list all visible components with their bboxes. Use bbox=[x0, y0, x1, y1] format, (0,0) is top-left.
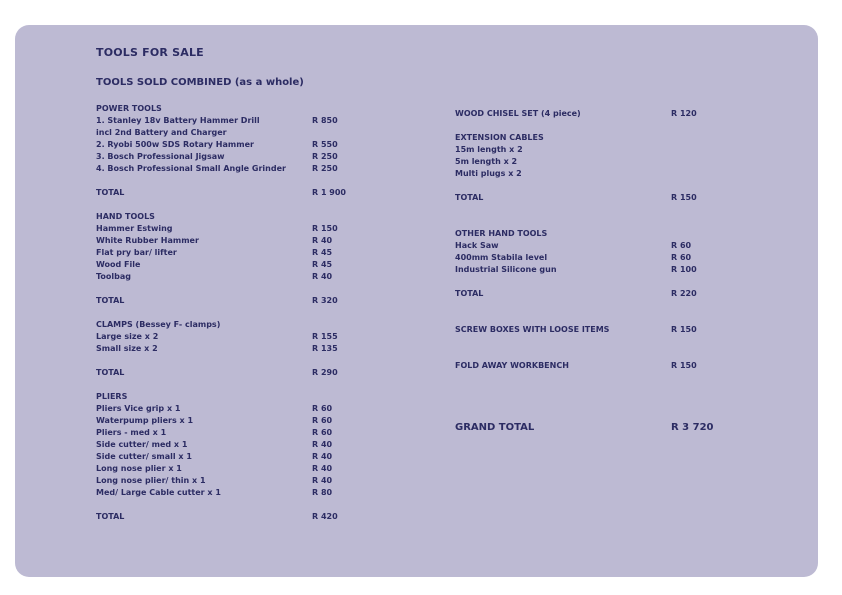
left-column bbox=[96, 103, 396, 523]
list-item: Pliers - med x 1 R 60 bbox=[96, 428, 333, 437]
list-item: 1. Stanley 18v Battery Hammer Drill R 850 bbox=[96, 116, 338, 125]
list-item: Waterpump pliers x 1 R 60 bbox=[96, 416, 333, 425]
pliers-total: TOTAL R 420 bbox=[96, 512, 338, 521]
clamps-total: TOTAL R 290 bbox=[96, 368, 338, 377]
extension-cables-total: TOTAL R 150 bbox=[455, 193, 697, 202]
page-subtitle: TOOLS SOLD COMBINED (as a whole) bbox=[96, 77, 304, 88]
list-item: Hack Saw R 60 bbox=[455, 241, 692, 250]
hand-tools-heading: HAND TOOLS bbox=[96, 212, 155, 221]
list-item: Med/ Large Cable cutter x 1 R 80 bbox=[96, 488, 333, 497]
list-item: Wood File R 45 bbox=[96, 260, 333, 269]
list-item: Multi plugs x 2 bbox=[455, 169, 522, 178]
grand-total-value: R 3 720 bbox=[671, 422, 714, 433]
other-hand-tools-total: TOTAL R 220 bbox=[455, 289, 697, 298]
chisel-set-row: WOOD CHISEL SET (4 piece) R 120 bbox=[455, 109, 697, 118]
page-title: TOOLS FOR SALE bbox=[96, 46, 204, 59]
other-hand-tools-heading: OTHER HAND TOOLS bbox=[455, 229, 548, 238]
list-item: Pliers Vice grip x 1 R 60 bbox=[96, 404, 333, 413]
list-item: 5m length x 2 bbox=[455, 157, 518, 166]
list-item: 15m length x 2 bbox=[455, 145, 523, 154]
list-item: White Rubber Hammer R 40 bbox=[96, 236, 333, 245]
list-item: Long nose plier/ thin x 1 R 40 bbox=[96, 476, 333, 485]
list-item: incl 2nd Battery and Charger bbox=[96, 128, 227, 137]
list-item: Flat pry bar/ lifter R 45 bbox=[96, 248, 333, 257]
list-item: Large size x 2 R 155 bbox=[96, 332, 338, 341]
list-item: Side cutter/ small x 1 R 40 bbox=[96, 452, 333, 461]
list-item: 400mm Stabila level R 60 bbox=[455, 253, 692, 262]
power-tools-total: TOTAL R 1 900 bbox=[96, 188, 346, 197]
list-item: Side cutter/ med x 1 R 40 bbox=[96, 440, 333, 449]
hand-tools-total: TOTAL R 320 bbox=[96, 296, 338, 305]
list-item: Hammer Estwing R 150 bbox=[96, 224, 338, 233]
list-item: Toolbag R 40 bbox=[96, 272, 333, 281]
list-item: Industrial Silicone gun R 100 bbox=[455, 265, 697, 274]
grand-total bbox=[455, 422, 755, 436]
list-item: Long nose plier x 1 R 40 bbox=[96, 464, 333, 473]
clamps-heading: CLAMPS (Bessey F- clamps) bbox=[96, 320, 221, 329]
workbench-row: FOLD AWAY WORKBENCH R 150 bbox=[455, 361, 697, 370]
list-item: 3. Bosch Professional Jigsaw R 250 bbox=[96, 152, 338, 161]
list-item: 4. Bosch Professional Small Angle Grinder R 250 bbox=[96, 164, 338, 173]
list-item: Small size x 2 R 135 bbox=[96, 344, 338, 353]
power-tools-heading: POWER TOOLS bbox=[96, 104, 162, 113]
pliers-heading: PLIERS bbox=[96, 392, 128, 401]
right-column bbox=[455, 108, 755, 372]
screw-boxes-row: SCREW BOXES WITH LOOSE ITEMS R 150 bbox=[455, 325, 697, 334]
extension-cables-heading: EXTENSION CABLES bbox=[455, 133, 544, 142]
grand-total-label: GRAND TOTAL bbox=[455, 422, 535, 433]
list-item: 2. Ryobi 500w SDS Rotary Hammer R 550 bbox=[96, 140, 338, 149]
